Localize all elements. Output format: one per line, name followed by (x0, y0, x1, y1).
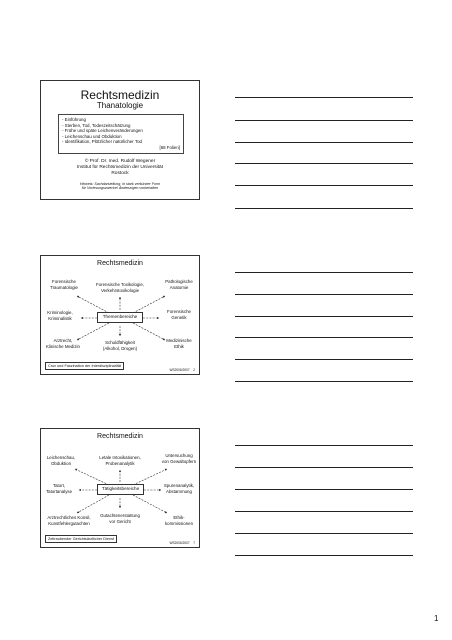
node-line: Forensische (167, 309, 191, 314)
note-line-rule (235, 445, 413, 446)
arrow-line (133, 495, 167, 513)
note-line-rule (235, 381, 413, 382)
note-line-rule (235, 208, 413, 209)
topic-node (96, 282, 144, 293)
note-line: für Vorlesungszwecke! Änderungen vorbehalten (81, 186, 159, 191)
slide-title: Rechtsmedizin (80, 88, 160, 102)
footer-box: Crux und Faszination der Interdisziplinarität (45, 362, 124, 370)
page-number: 1 (434, 614, 439, 623)
arrow-line (77, 495, 109, 513)
note-line: Hinweis: Sachdarstellung, in stark verkürzter Form (79, 182, 161, 186)
author-line: Institut für Rechtsmedizin der Universität (76, 165, 164, 170)
note-line-rule (235, 120, 413, 121)
node-line: Medizinische (166, 338, 192, 343)
activity-node (47, 515, 90, 526)
node-line: Spurenanalytik, (163, 483, 195, 488)
node-line: Verkehrstoxikologie (100, 287, 140, 293)
topic-node (47, 310, 72, 321)
topic-item: - Frühe und späte Leichenveränderungen (62, 128, 143, 134)
note-line-rule (235, 337, 413, 338)
node-line: Klinische Medizin (46, 343, 80, 349)
arrow-line (77, 323, 109, 340)
author-line: © Prof. Dr. med. Rudolf Wegener (84, 159, 156, 164)
node-line: Arztrechtliches Konsil, (47, 515, 91, 520)
topic-node (167, 309, 191, 320)
activity-node (165, 515, 193, 526)
node-line: Untersuchung (165, 453, 193, 458)
footer-box: Zeitraubender Gerichtsärztlicher Dienst (45, 535, 117, 543)
arrow-line (133, 296, 165, 313)
node-line: Arztrecht, (53, 338, 73, 343)
node-line: Forensische (52, 279, 76, 284)
node-line: vor Gericht (109, 518, 131, 524)
activity-node (162, 453, 196, 464)
arrow-line (133, 469, 167, 485)
node-line: Leichenschau, (46, 455, 76, 460)
activity-node (47, 455, 75, 466)
topic-item: [68 Folien] (159, 144, 180, 150)
node-line: von Gewaltopfern (161, 458, 197, 464)
node-line: (Alkohol, Drogen) (102, 345, 138, 351)
footer-date: WS2006/2007 (169, 541, 190, 545)
topic-item: - Identifikation, Plötzlicher natürlicher Tod (62, 139, 142, 145)
activity-node (100, 513, 140, 524)
node-line: Forensische Toxikologie, (96, 282, 144, 287)
note-line-rule (235, 359, 413, 360)
topic-item: - Sterben, Tod, Todeszeitschätzung (62, 122, 131, 128)
arrow-line (77, 296, 109, 313)
center-box: Themenbereiche (97, 312, 143, 323)
author-block (41, 159, 199, 177)
node-line: Ethik- (173, 515, 185, 520)
slide-title: Rechtsmedizin (97, 433, 143, 440)
note-line-rule (235, 272, 413, 273)
slide-title: Rechtsmedizin (97, 260, 143, 267)
topic-node (165, 279, 193, 290)
node-line: Gutachtenerstattung (100, 513, 140, 518)
author-line: Rostock (111, 171, 129, 176)
note-line-rule (235, 533, 413, 534)
topic-node (50, 279, 78, 290)
activity-node (99, 455, 141, 466)
slide-number: 2 (193, 368, 195, 372)
activity-node (164, 483, 194, 494)
activity-node (46, 483, 72, 494)
node-line: Kriminalistik (48, 315, 72, 321)
note-line-rule (235, 142, 413, 143)
note-line-rule (235, 185, 413, 186)
disclaimer-note (41, 182, 199, 191)
slide-2 (40, 255, 200, 375)
footer-date: WS2006/2007 (169, 368, 190, 372)
node-line: Letale Intoxikationen, (99, 455, 141, 460)
slide-footer (169, 541, 195, 545)
topic-node (46, 338, 80, 349)
node-line: Abstammung (166, 488, 192, 494)
node-line: Kriminologie, (47, 310, 73, 315)
node-line: Probenanalytik (105, 460, 135, 466)
note-line-rule (235, 163, 413, 164)
node-line: Obduktion (50, 460, 72, 466)
node-line: Kunstfehlergutachten (48, 520, 90, 526)
note-line-rule (235, 316, 413, 317)
node-line: Anatomie (169, 284, 189, 290)
center-box: Tätigkeitsbereiche (97, 484, 144, 495)
note-line-rule (235, 97, 413, 98)
node-line: Ethik (174, 343, 184, 349)
topic-item: - Leichenschau und Obduktion (62, 133, 122, 139)
node-line: Genetik (171, 314, 187, 320)
note-line-rule (235, 555, 413, 556)
node-line: Schuldfähigkeit (105, 340, 135, 345)
topic-node (103, 340, 137, 351)
slide-footer (169, 368, 195, 372)
slide-number: 7 (193, 541, 195, 545)
node-line: Traumatologie (50, 284, 78, 290)
node-line: Tatort, (52, 483, 66, 488)
node-line: Pathologische (165, 279, 193, 284)
slide-1 (40, 80, 200, 200)
slide-3 (40, 428, 200, 548)
node-line: Tatortanalyse (45, 488, 73, 494)
note-line-rule (235, 294, 413, 295)
node-line: kommissionen (164, 520, 194, 526)
topic-item: - Einführung (62, 117, 86, 122)
topic-node (166, 338, 191, 349)
topics-box (58, 114, 184, 154)
arrow-line (133, 323, 165, 340)
arrow-line (75, 469, 109, 485)
slide-subtitle: Thanatologie (96, 101, 144, 110)
note-line-rule (235, 467, 413, 468)
note-line-rule (235, 489, 413, 490)
note-line-rule (235, 511, 413, 512)
